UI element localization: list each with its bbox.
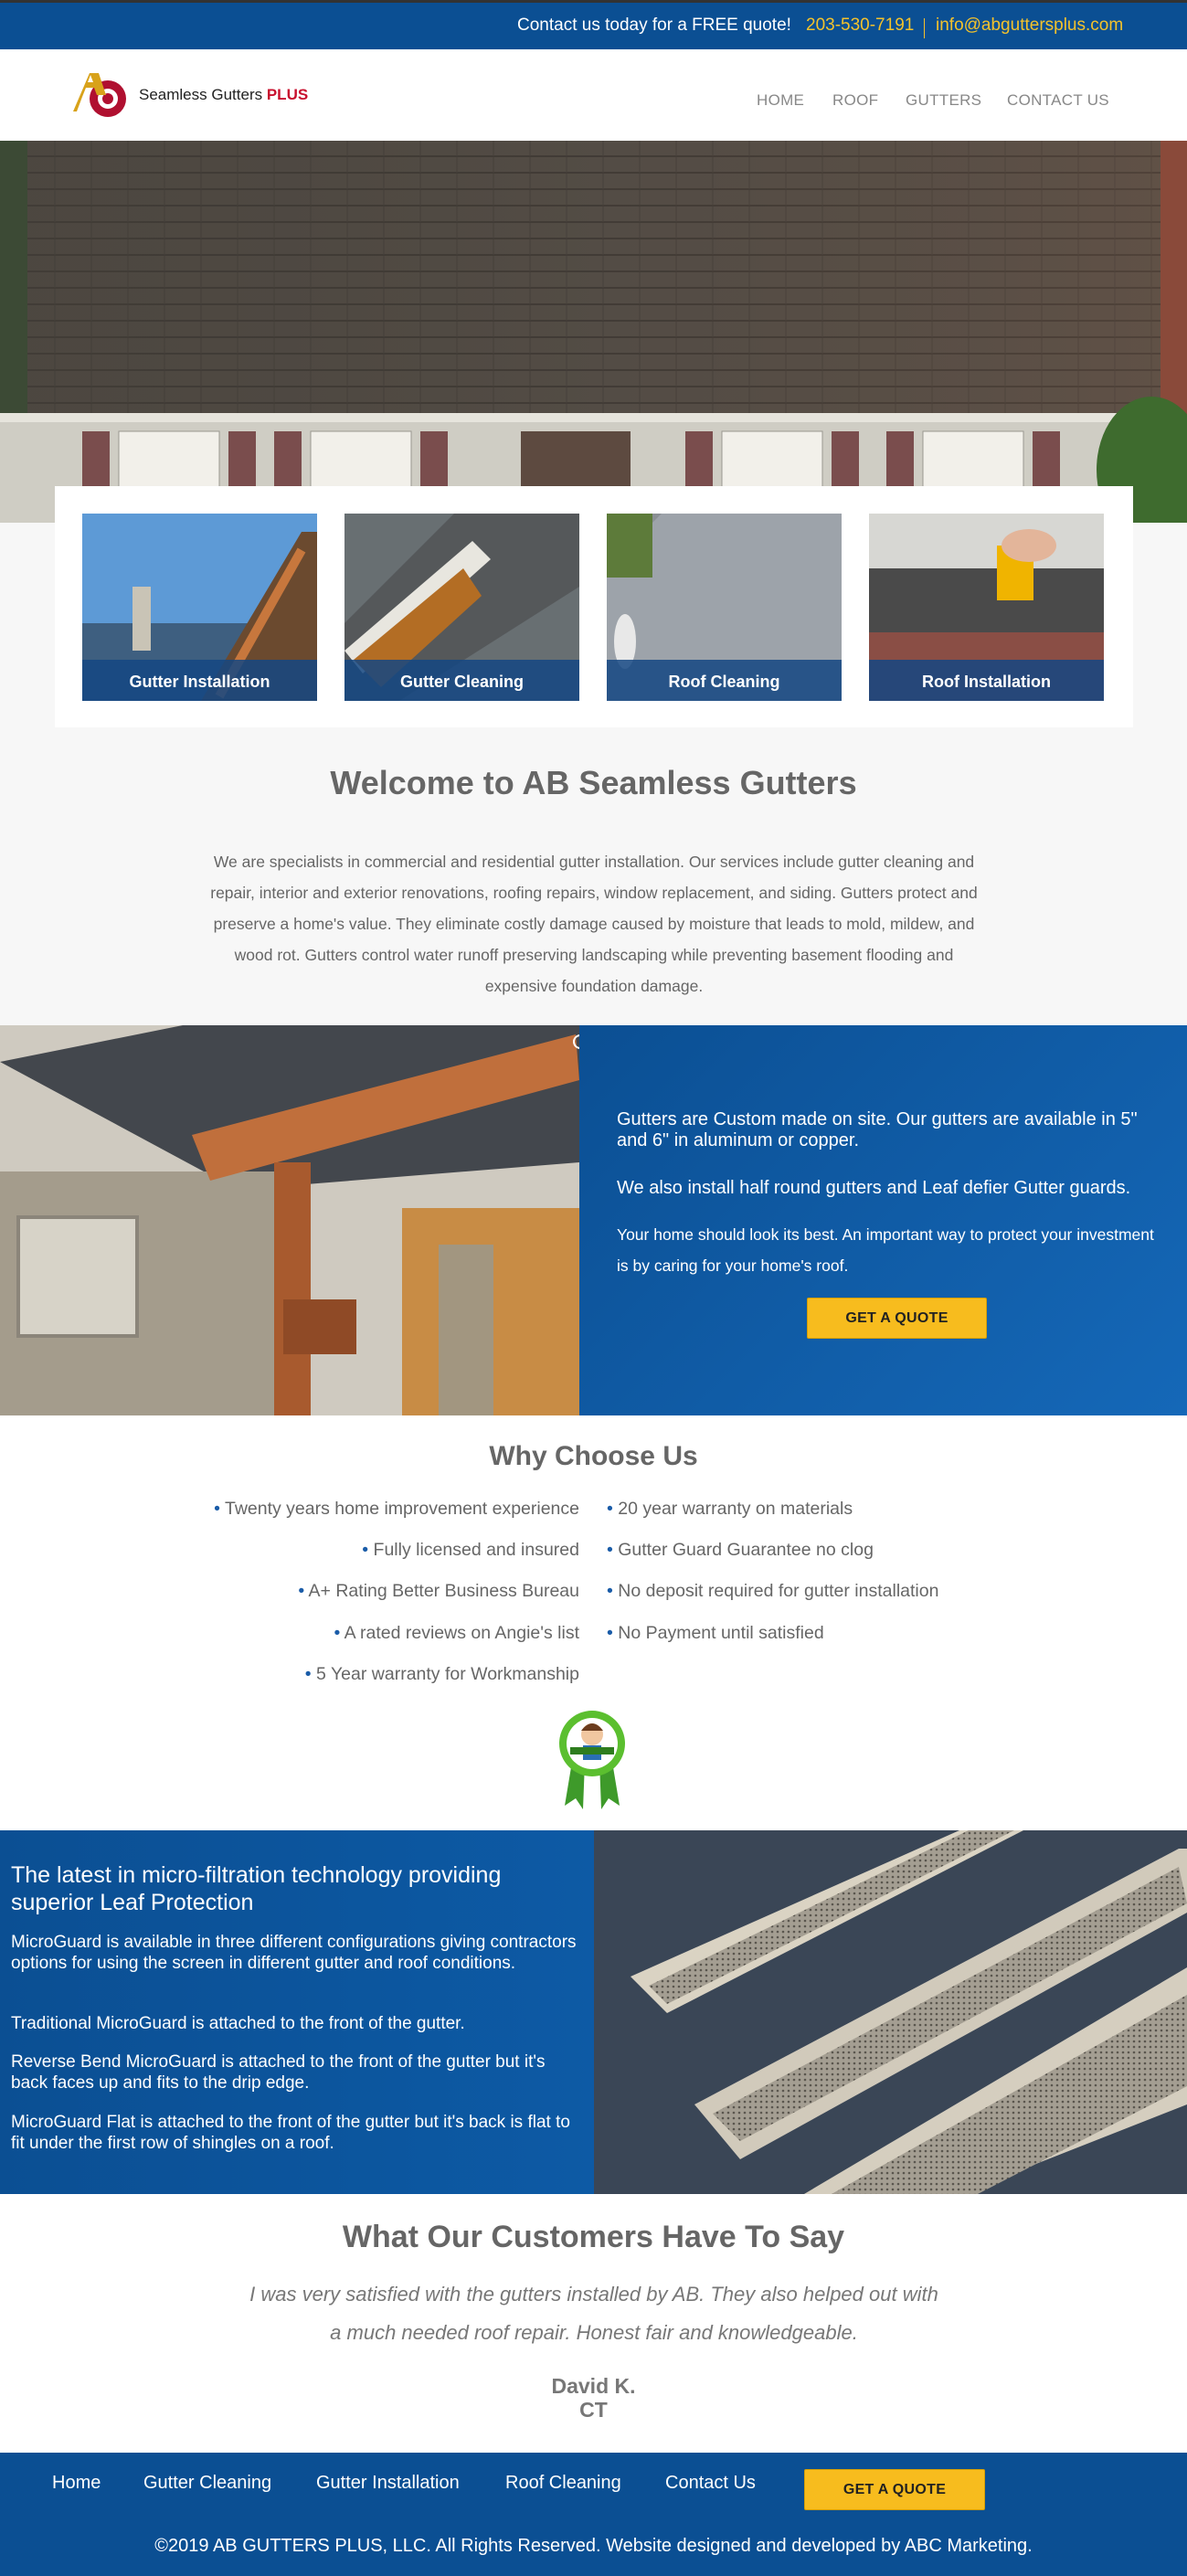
footer-link-roof-cleaning[interactable]: Roof Cleaning xyxy=(505,2473,621,2493)
site-footer xyxy=(0,2453,1187,2576)
footer-get-quote-button[interactable]: GET A QUOTE xyxy=(804,2469,985,2510)
service-card-gutter-installation[interactable] xyxy=(82,514,317,701)
service-label: Gutter Installation xyxy=(82,660,317,701)
microguard-product-image xyxy=(594,1830,1187,2194)
why-item: • No Payment until satisfied xyxy=(607,1623,824,1643)
service-label: Roof Cleaning xyxy=(607,660,842,701)
why-item: • Twenty years home improvement experience xyxy=(214,1499,579,1519)
testimonials-title: What Our Customers Have To Say xyxy=(342,2220,845,2254)
email-link[interactable]: info@abguttersplus.com xyxy=(936,16,1124,35)
service-label: Gutter Cleaning xyxy=(344,660,579,701)
gutter-info-p1: Gutters are Custom made on site. Our gutters are available in 5" and 6" in aluminum or copper. xyxy=(617,1109,1138,1150)
award-badge-icon[interactable] xyxy=(556,1707,629,1809)
author-name: David K. xyxy=(551,2374,636,2398)
microguard-illustration xyxy=(594,1830,1187,2194)
gutter-info-p3: Your home should look its best. An important way to protect your investment is by caring for your home's roof. xyxy=(617,1225,1154,1275)
brand-accent: PLUS xyxy=(266,86,309,103)
welcome-body: We are specialists in commercial and residential gutter installation. Our services include gutter cleaning and repair, interior and exterior renovations, roofing repairs, window replacement, and siding. Gutters protect and preserve a home's value. They eliminate costly damage caused by moisture that leads to mold, mildew, and wood rot. Gutters control water runoff preserving landscaping while preventing basement flooding and expensive foundation damage. xyxy=(210,853,978,995)
phone-link[interactable]: 203-530-7191 xyxy=(806,16,915,35)
footer-link-gutter-cleaning[interactable]: Gutter Cleaning xyxy=(143,2473,272,2493)
copper-gutter-image xyxy=(0,1025,579,1415)
copyright-text: ©2019 AB GUTTERS PLUS, LLC. All Rights Reserved. Website designed and developed by ABC Marketing. xyxy=(154,2536,1033,2556)
why-item: • A+ Rating Better Business Bureau xyxy=(298,1581,579,1601)
nav-roof[interactable]: ROOF xyxy=(832,91,879,109)
why-item: • 20 year warranty on materials xyxy=(607,1499,853,1519)
why-item: • 5 Year warranty for Workmanship xyxy=(304,1664,579,1684)
nav-gutters[interactable]: GUTTERS xyxy=(906,91,982,109)
company-logo[interactable] xyxy=(66,68,139,122)
service-card-roof-installation[interactable] xyxy=(869,514,1104,701)
testimonial-author xyxy=(0,2374,1187,2422)
microguard-p4: MicroGuard Flat is attached to the front of the gutter but it's back is flat to fit under the first row of shingles on a roof. xyxy=(11,2113,570,2153)
microguard-p2: Traditional MicroGuard is attached to the front of the gutter. xyxy=(11,2014,465,2033)
service-card-roof-cleaning[interactable] xyxy=(607,514,842,701)
hero-illustration xyxy=(0,141,1187,523)
footer-link-gutter-installation[interactable]: Gutter Installation xyxy=(316,2473,460,2493)
footer-link-home[interactable]: Home xyxy=(52,2473,101,2493)
nav-contact-us[interactable]: CONTACT US xyxy=(1007,91,1109,109)
site-header xyxy=(0,49,1187,141)
service-label: Roof Installation xyxy=(869,660,1104,701)
microguard-p1: MicroGuard is available in three different configurations giving contractors options for using the screen in different gutter and roof conditions. xyxy=(11,1933,577,1973)
microguard-info-panel xyxy=(0,1830,594,2194)
footer-link-contact-us[interactable]: Contact Us xyxy=(665,2473,756,2493)
logo-letters: AB xyxy=(84,115,86,116)
author-location: CT xyxy=(579,2398,608,2422)
gutter-info-panel xyxy=(579,1025,1187,1415)
topbar-divider xyxy=(924,18,925,38)
microguard-p3: Reverse Bend MicroGuard is attached to the front of the gutter but it's back faces up and fits to the drip edge. xyxy=(11,2052,546,2093)
welcome-title: Welcome to AB Seamless Gutters xyxy=(330,764,857,801)
service-card-gutter-cleaning[interactable] xyxy=(344,514,579,701)
copper-gutter-illustration xyxy=(0,1025,579,1415)
get-quote-button[interactable]: GET A QUOTE xyxy=(807,1298,987,1339)
nav-home[interactable]: HOME xyxy=(757,91,805,109)
why-item: • Fully licensed and insured xyxy=(362,1540,579,1560)
brand-name[interactable] xyxy=(139,86,308,104)
why-item: • A rated reviews on Angie's list xyxy=(334,1623,579,1643)
microguard-heading: The latest in micro-filtration technology providing superior Leaf Protection xyxy=(11,1862,502,1915)
gutter-info-p2: We also install half round gutters and Leaf defier Gutter guards. xyxy=(617,1178,1131,1198)
testimonial-quote: I was very satisfied with the gutters installed by AB. They also helped out with a much needed roof repair. Honest fair and knowledgeable. xyxy=(249,2283,938,2344)
free-quote-text: Contact us today for a FREE quote! xyxy=(517,16,791,35)
top-bar xyxy=(0,0,1187,49)
why-choose-us-title: Why Choose Us xyxy=(489,1441,698,1471)
hero-roof-image xyxy=(0,141,1187,523)
why-item: • No deposit required for gutter installation xyxy=(607,1581,939,1601)
brand-main: Seamless Gutters xyxy=(139,86,263,103)
why-item: • Gutter Guard Guarantee no clog xyxy=(607,1540,874,1560)
